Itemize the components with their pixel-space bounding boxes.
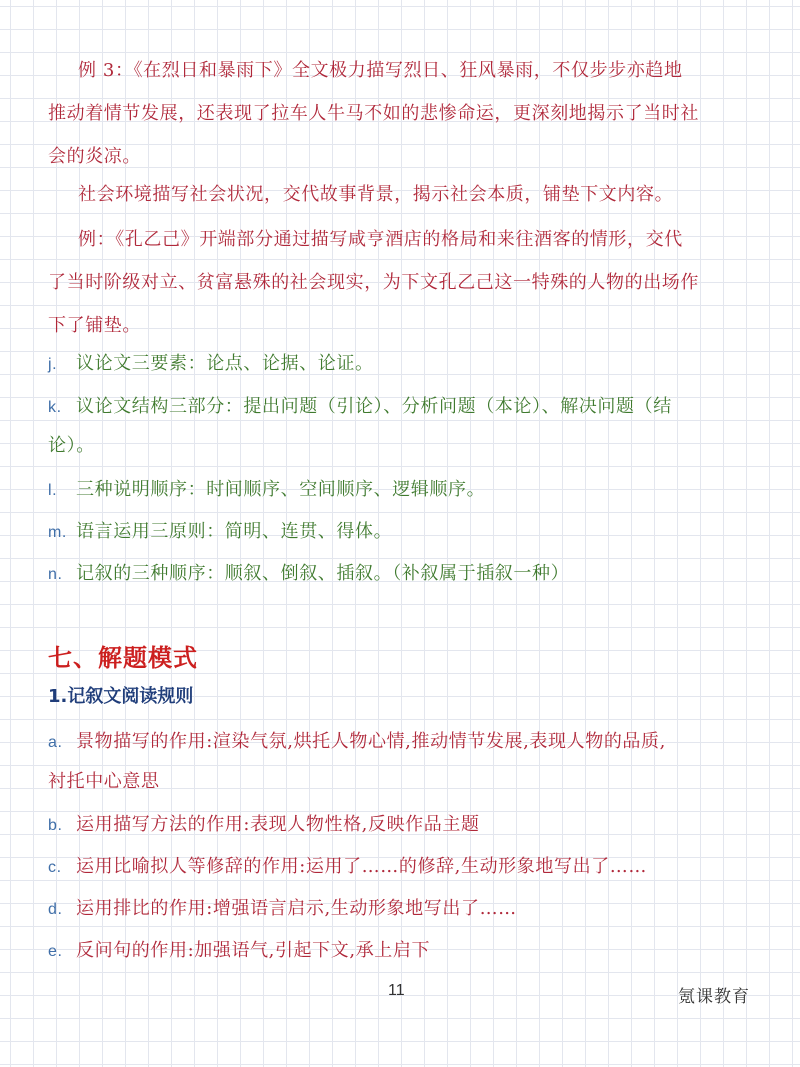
brand-name: 氪课教育 (678, 987, 750, 1007)
list-marker: m. (48, 524, 67, 541)
social-env-line: 社会环境描写社会状况，交代故事背景，揭示社会本质，铺垫下文内容。 (78, 184, 674, 205)
example-kong-line-3: 下了铺垫。 (48, 315, 141, 336)
list-marker: e. (48, 943, 63, 960)
list-text: 语言运用三原则：简明、连贯、得体。 (76, 521, 393, 542)
list-marker: n. (48, 566, 63, 583)
list-text: 运用排比的作用:增强语言启示,生动形象地写出了…… (76, 898, 517, 919)
list-marker: l. (48, 482, 58, 499)
rule-item-c (48, 855, 647, 880)
page-number: 11 (388, 982, 405, 999)
example3-line-3: 会的炎凉。 (48, 146, 141, 167)
list-marker: d. (48, 901, 63, 918)
list-marker: b. (48, 817, 63, 834)
list-item-j (48, 352, 374, 377)
rule-item-a (48, 730, 666, 755)
list-text: 景物描写的作用:渲染气氛,烘托人物心情,推动情节发展,表现人物的品质, (76, 731, 666, 752)
list-text: 记叙的三种顺序：顺叙、倒叙、插叙。（补叙属于插叙一种） (76, 563, 570, 584)
list-item-k-continued: 论）。 (48, 435, 95, 456)
example-kong-line-2: 了当时阶级对立、贫富悬殊的社会现实，为下文孔乙己这一特殊的人物的出场作 (48, 272, 699, 293)
rule-item-d (48, 897, 517, 922)
rule-item-a-continued: 衬托中心意思 (48, 771, 160, 792)
subsection-title: 1.记叙文阅读规则 (48, 686, 194, 707)
list-text: 反问句的作用:加强语气,引起下文,承上启下 (76, 940, 431, 961)
list-text: 运用描写方法的作用:表现人物性格,反映作品主题 (76, 814, 480, 835)
example-kong-line-1: 例：《孔乙己》开端部分通过描写咸亨酒店的格局和来往酒客的情形，交代 (78, 229, 683, 250)
example3-line-1: 例 3：《在烈日和暴雨下》全文极力描写烈日、狂风暴雨，不仅步步亦趋地 (78, 60, 683, 81)
list-marker: k. (48, 399, 62, 416)
list-text: 运用比喻拟人等修辞的作用:运用了……的修辞,生动形象地写出了…… (76, 856, 647, 877)
list-text: 议论文三要素：论点、论据、论证。 (76, 353, 374, 374)
list-marker: c. (48, 859, 62, 876)
list-item-n (48, 562, 569, 587)
list-marker: j. (48, 356, 58, 373)
rule-item-e (48, 939, 430, 964)
section-title: 七、解题模式 (48, 644, 198, 672)
list-text: 议论文结构三部分：提出问题（引论）、分析问题（本论）、解决问题（结 (76, 396, 672, 417)
list-item-k (48, 395, 672, 420)
list-item-m (48, 520, 392, 545)
example3-line-2: 推动着情节发展，还表现了拉车人牛马不如的悲惨命运，更深刻地揭示了当时社 (48, 103, 699, 124)
list-item-l (48, 478, 485, 503)
list-marker: a. (48, 734, 63, 751)
list-text: 三种说明顺序：时间顺序、空间顺序、逻辑顺序。 (76, 479, 486, 500)
rule-item-b (48, 813, 480, 838)
